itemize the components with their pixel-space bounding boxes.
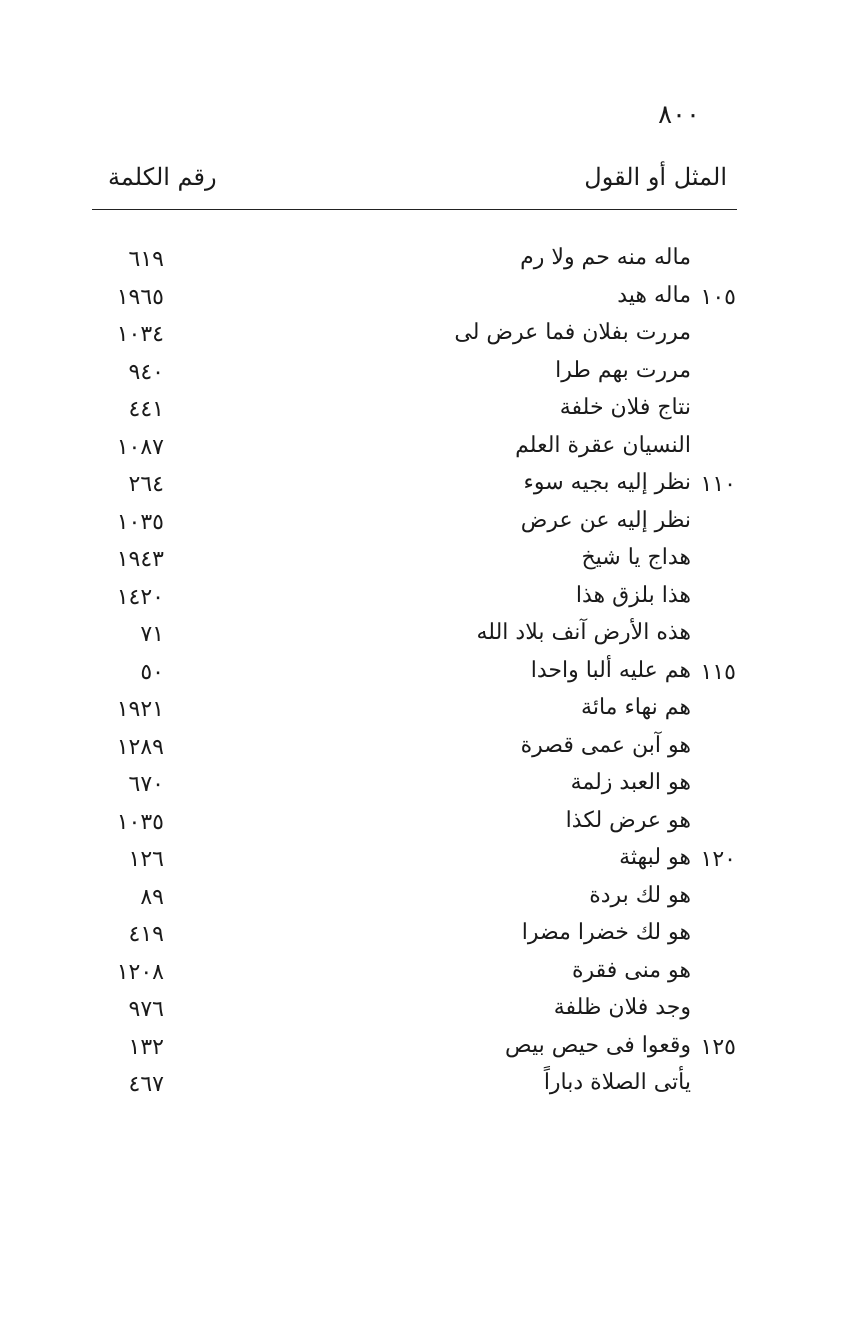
proverb-text: هو منى فقرة xyxy=(571,957,691,983)
proverb-text: هو لك بردة xyxy=(589,882,691,908)
proverb-text: هذا بلزق هذا xyxy=(575,582,691,608)
entry-row xyxy=(0,320,867,358)
word-number: ١٩٤٣ xyxy=(116,547,164,572)
proverb-text: مررت بهم طرا xyxy=(555,357,691,383)
entry-row xyxy=(0,620,867,658)
proverb-text: يأتى الصلاة دباراً xyxy=(543,1070,691,1095)
entry-row xyxy=(0,920,867,958)
entry-row xyxy=(0,1070,867,1108)
line-number: ١١٠ xyxy=(700,472,736,497)
page-number: ٨٠٠ xyxy=(658,100,700,130)
entry-row xyxy=(0,508,867,546)
word-number: ٦١٩ xyxy=(128,247,164,272)
proverb-text: هداج يا شيخ xyxy=(581,545,691,570)
word-number: ١٢٦ xyxy=(128,847,164,872)
entry-row xyxy=(0,658,867,696)
proverb-text: نظر إليه عن عرض xyxy=(520,507,691,533)
proverb-text: مررت بفلان فما عرض لى xyxy=(454,320,691,345)
word-number: ٦٧٠ xyxy=(128,772,164,797)
word-number: ١٠٣٤ xyxy=(116,322,164,347)
entry-row xyxy=(0,433,867,471)
line-number: ١٢٥ xyxy=(700,1034,736,1060)
entry-row xyxy=(0,583,867,621)
entry-row xyxy=(0,1033,867,1071)
entry-row xyxy=(0,770,867,808)
line-number: ١٢٠ xyxy=(700,847,736,872)
line-number: ١٠٥ xyxy=(700,284,736,310)
header-rule xyxy=(92,209,737,210)
word-number: ٧١ xyxy=(140,622,164,647)
proverb-text: هذه الأرض آنف بلاد الله xyxy=(476,620,691,645)
entry-row xyxy=(0,733,867,771)
word-number: ١٤٢٠ xyxy=(116,584,164,610)
word-number: ٤٦٧ xyxy=(128,1072,164,1097)
entry-row xyxy=(0,808,867,846)
word-number: ٨٩ xyxy=(140,884,164,910)
entry-row xyxy=(0,883,867,921)
proverb-text: النسيان عقرة العلم xyxy=(515,432,691,458)
entry-row xyxy=(0,695,867,733)
word-number: ١٢٨٩ xyxy=(116,734,164,760)
line-number: ١١٥ xyxy=(700,659,736,685)
word-number: ٩٤٠ xyxy=(128,359,164,385)
column-header-word-number: رقم الكلمة xyxy=(108,163,217,191)
proverb-text: وجد فلان ظلفة xyxy=(553,995,691,1020)
word-number: ٥٠ xyxy=(140,659,164,685)
proverb-text: هو عرض لكذا xyxy=(565,807,691,833)
word-number: ٤١٩ xyxy=(128,922,164,947)
entry-row xyxy=(0,958,867,996)
proverb-text: نتاج فلان خلفة xyxy=(559,395,691,420)
proverb-text: ماله هيد xyxy=(617,282,691,308)
entry-row xyxy=(0,470,867,508)
word-number: ١٠٨٧ xyxy=(116,434,164,460)
entry-list xyxy=(0,245,867,1108)
word-number: ٢٦٤ xyxy=(128,472,164,497)
entry-row xyxy=(0,358,867,396)
proverb-text: هم نهاء مائة xyxy=(581,695,691,720)
entry-row xyxy=(0,245,867,283)
word-number: ١٩٦٥ xyxy=(116,284,164,310)
column-header-proverb: المثل أو القول xyxy=(584,163,727,191)
proverb-text: هو لك خضرا مضرا xyxy=(521,920,691,945)
word-number: ١٩٢١ xyxy=(116,697,164,722)
proverb-text: هو لبهثة xyxy=(619,845,691,870)
proverb-text: ماله منه حم ولا رم xyxy=(520,245,691,270)
word-number: ١٢٠٨ xyxy=(116,959,164,985)
word-number: ٩٧٦ xyxy=(128,997,164,1022)
word-number: ١٠٣٥ xyxy=(116,809,164,835)
word-number: ١٠٣٥ xyxy=(116,509,164,535)
proverb-text: هم عليه ألبا واحدا xyxy=(530,657,691,683)
word-number: ١٣٢ xyxy=(128,1034,164,1060)
proverb-text: هو العبد زلمة xyxy=(570,770,691,795)
entry-row xyxy=(0,845,867,883)
entry-row xyxy=(0,283,867,321)
entry-row xyxy=(0,395,867,433)
word-number: ٤٤١ xyxy=(128,397,164,422)
entry-row xyxy=(0,545,867,583)
proverb-text: وقعوا فى حيص بيص xyxy=(505,1032,691,1058)
proverb-text: هو آبن عمى قصرة xyxy=(520,732,691,758)
entry-row xyxy=(0,995,867,1033)
proverb-text: نظر إليه بجيه سوء xyxy=(523,470,691,495)
